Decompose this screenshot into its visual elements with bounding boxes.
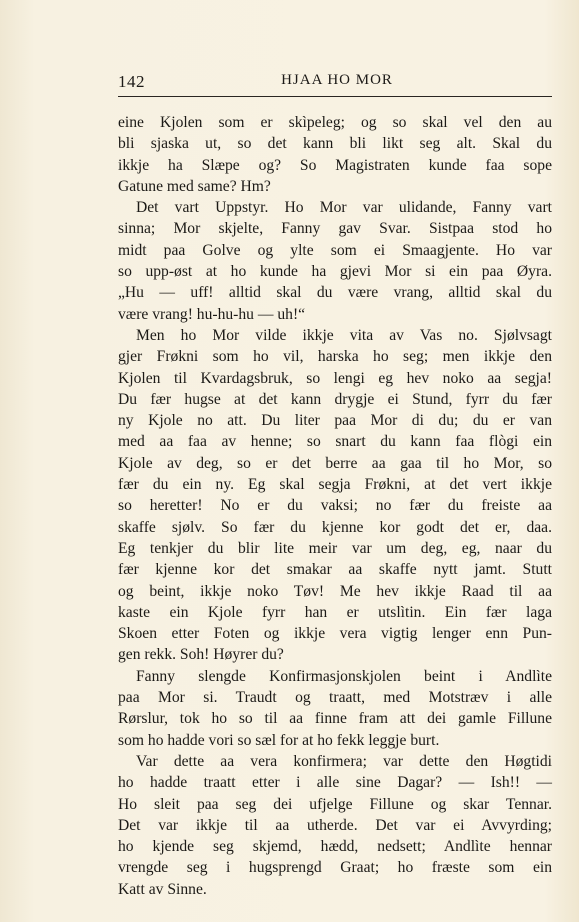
- text-line: Fanny slengde Konfirmasjonskjolen beint i Andlìte: [136, 667, 552, 685]
- text-line: være vrang! hu-hu-hu — uh!“: [118, 305, 306, 323]
- text-line: fær kjenne kor det smakar aa skaffe nytt jamt. Stutt: [118, 561, 552, 579]
- text-line: og beint, ikkje noko Tøv! Me hev ikkje Raad til aa: [118, 582, 552, 600]
- text-line: Gatune med same? Hm?: [118, 177, 271, 195]
- page-header: [118, 72, 552, 94]
- text-line: Katt av Sinne.: [118, 880, 207, 898]
- text-line: Det var ikkje til aa utherde. Det var ei Avvyrding;: [118, 816, 552, 834]
- text-line: „Hu — uff! alltid skal du være vrang, alltid skal du: [118, 284, 552, 302]
- text-line: fær du ein ny. Eg skal segja Frøkni, at det vert ikkje: [118, 476, 552, 494]
- text-line: Kjole av deg, so er det berre aa gaa til ho Mor, so: [118, 454, 552, 472]
- text-line: Ho sleit paa seg dei ufjelge Fillune og skar Tennar.: [118, 795, 552, 813]
- text-line: gjer Frøkni som ho vil, harska ho seg; men ikkje den: [118, 348, 552, 366]
- text-line: som ho hadde vori so sæl for at ho fekk leggje burt.: [118, 731, 440, 749]
- text-line: Du fær hugse at det kann drygje ei Stund, fyrr du fær: [118, 390, 552, 408]
- text-line: ho kjende seg skjemd, hædd, nedsett; Andlìte hennar: [118, 838, 552, 856]
- text-line: Var dette aa vera konfirmera; var dette den Høgtidi: [136, 752, 552, 770]
- text-line: ny Kjole no att. Du liter paa Mor di du; du er van: [118, 412, 552, 430]
- text-line: sinna; Mor skjelte, Fanny gav Svar. Sistpaa stod ho: [118, 220, 552, 238]
- text-line: Rørslur, tok ho so til aa finne fram att dei gamle Fillune: [118, 710, 552, 728]
- text-line: vrengde seg i hugsprengd Graat; ho fræste som ein: [118, 859, 552, 877]
- text-line: skaffe sjølv. So fær du kjenne kor godt det er, daa.: [118, 518, 552, 536]
- running-title: HJAA HO MOR: [281, 72, 393, 88]
- text-line: Skoen etter Foten og ikkje vera vigtig lenger enn Pun-: [118, 625, 552, 643]
- text-line: bli sjaska ut, so det kann bli likt seg alt. Skal du: [118, 135, 552, 153]
- text-line: med aa faa av henne; so snart du kann faa flògi ein: [118, 433, 552, 451]
- text-line: gen rekk. Soh! Høyrer du?: [118, 646, 284, 664]
- text-line: Eg tenkjer du blir lite meir var um deg, eg, naar du: [118, 539, 552, 557]
- text-line: eine Kjolen som er skìpeleg; og so skal vel den au: [118, 114, 552, 131]
- body-text: [118, 112, 552, 900]
- page-number: 142: [118, 72, 145, 91]
- text-line: midt paa Golve og ylte som ei Smaagjente. Ho var: [118, 241, 552, 259]
- text-line: Kjolen til Kvardagsbruk, so lengi eg hev noko aa segja!: [118, 369, 552, 387]
- text-line: Men ho Mor vilde ikkje vita av Vas no. Sjølvsagt: [136, 326, 552, 344]
- text-line: kaste ein Kjole fyrr han er utslìtin. Ein fær laga: [118, 603, 552, 621]
- text-line: so heretter! No er du vaksi; no fær du freiste aa: [118, 497, 552, 515]
- text-line: so upp-øst at ho kunde ha gjevi Mor si ein paa Øyra.: [118, 263, 552, 281]
- text-line: ho hadde traatt etter i alle sine Dagar? — Ish!! —: [118, 774, 552, 792]
- text-line: Det vart Uppstyr. Ho Mor var ulidande, Fanny vart: [136, 199, 552, 217]
- text-line: ikkje ha Slæpe og? So Magistraten kunde faa sope: [118, 156, 552, 174]
- text-line: paa Mor si. Traudt og traatt, med Motstræv i alle: [118, 689, 552, 707]
- header-rule: [118, 96, 552, 97]
